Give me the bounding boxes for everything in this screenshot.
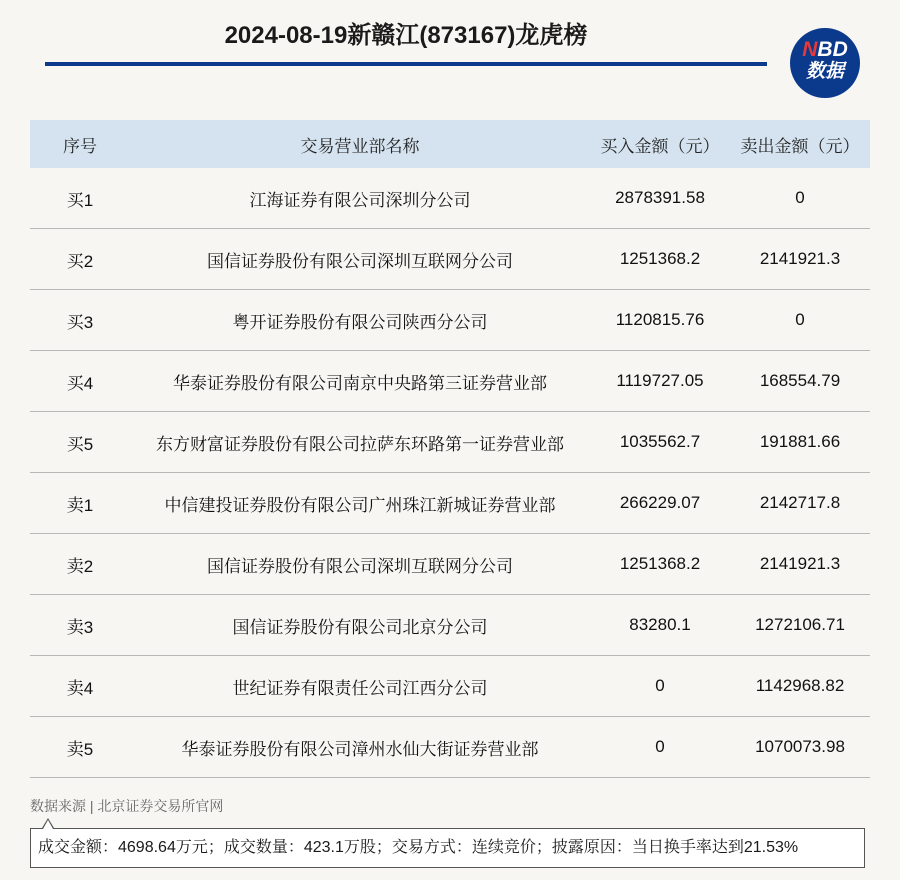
row-index: 买2: [30, 229, 130, 290]
logo-letter-n: N: [802, 38, 818, 61]
row-index: 卖3: [30, 595, 130, 656]
row-index: 卖2: [30, 534, 130, 595]
row-index: 买5: [30, 412, 130, 473]
dragon-tiger-table: [30, 120, 870, 778]
row-branch-name: 国信证券股份有限公司深圳互联网分公司: [130, 534, 590, 595]
row-index: 买1: [30, 168, 130, 229]
row-index: 卖5: [30, 717, 130, 778]
table-row: [30, 290, 870, 351]
table-row: [30, 717, 870, 778]
nbd-logo: [790, 28, 860, 98]
row-index: 买4: [30, 351, 130, 412]
table-header-row: [30, 120, 870, 168]
row-index: 买3: [30, 290, 130, 351]
row-sell-amount: 1142968.82: [730, 656, 870, 717]
row-branch-name: 国信证券股份有限公司北京分公司: [130, 595, 590, 656]
logo-letters-bd: BD: [817, 38, 848, 61]
table-row: [30, 412, 870, 473]
logo-text-bottom: 数据: [805, 61, 844, 82]
row-buy-amount: 0: [590, 656, 730, 717]
logo-text-top: [790, 38, 860, 62]
table-row: [30, 168, 870, 229]
row-sell-amount: 168554.79: [730, 351, 870, 412]
row-buy-amount: 1251368.2: [590, 534, 730, 595]
row-sell-amount: 0: [730, 290, 870, 351]
row-buy-amount: 266229.07: [590, 473, 730, 534]
page-title: 2024-08-19新赣江(873167)龙虎榜: [224, 22, 588, 49]
table-row: [30, 656, 870, 717]
row-sell-amount: 2141921.3: [730, 534, 870, 595]
table-row: [30, 595, 870, 656]
row-index: 卖1: [30, 473, 130, 534]
row-sell-amount: 191881.66: [730, 412, 870, 473]
row-buy-amount: 1119727.05: [590, 351, 730, 412]
row-buy-amount: 1035562.7: [590, 412, 730, 473]
row-branch-name: 江海证券有限公司深圳分公司: [130, 168, 590, 229]
row-buy-amount: 1251368.2: [590, 229, 730, 290]
row-branch-name: 粤开证券股份有限公司陕西分公司: [130, 290, 590, 351]
row-buy-amount: 83280.1: [590, 595, 730, 656]
title-underline: [45, 62, 767, 66]
callout-pointer-fill: [43, 820, 53, 829]
row-buy-amount: 0: [590, 717, 730, 778]
row-sell-amount: 2142717.8: [730, 473, 870, 534]
header-branch-name: 交易营业部名称: [130, 120, 590, 168]
table-row: [30, 534, 870, 595]
header-index: 序号: [30, 120, 130, 168]
row-index: 卖4: [30, 656, 130, 717]
row-branch-name: 中信建投证券股份有限公司广州珠江新城证券营业部: [130, 473, 590, 534]
row-sell-amount: 1070073.98: [730, 717, 870, 778]
row-branch-name: 东方财富证券股份有限公司拉萨东环路第一证券营业部: [130, 412, 590, 473]
table-row: [30, 473, 870, 534]
header-sell-amount: 卖出金额（元）: [730, 120, 870, 168]
table-row: [30, 351, 870, 412]
row-branch-name: 华泰证券股份有限公司漳州水仙大街证券营业部: [130, 717, 590, 778]
row-branch-name: 华泰证券股份有限公司南京中央路第三证券营业部: [130, 351, 590, 412]
row-branch-name: 国信证券股份有限公司深圳互联网分公司: [130, 229, 590, 290]
row-buy-amount: 2878391.58: [590, 168, 730, 229]
row-sell-amount: 2141921.3: [730, 229, 870, 290]
table-row: [30, 229, 870, 290]
row-buy-amount: 1120815.76: [590, 290, 730, 351]
header-buy-amount: 买入金额（元）: [590, 120, 730, 168]
row-branch-name: 世纪证券有限责任公司江西分公司: [130, 656, 590, 717]
trade-summary-box: 成交金额：4698.64万元；成交数量：423.1万股；交易方式：连续竞价；披露原因：当日换手率达到21.53%: [30, 828, 865, 868]
data-source: 数据来源 | 北京证券交易所官网: [30, 798, 224, 814]
row-sell-amount: 0: [730, 168, 870, 229]
row-sell-amount: 1272106.71: [730, 595, 870, 656]
